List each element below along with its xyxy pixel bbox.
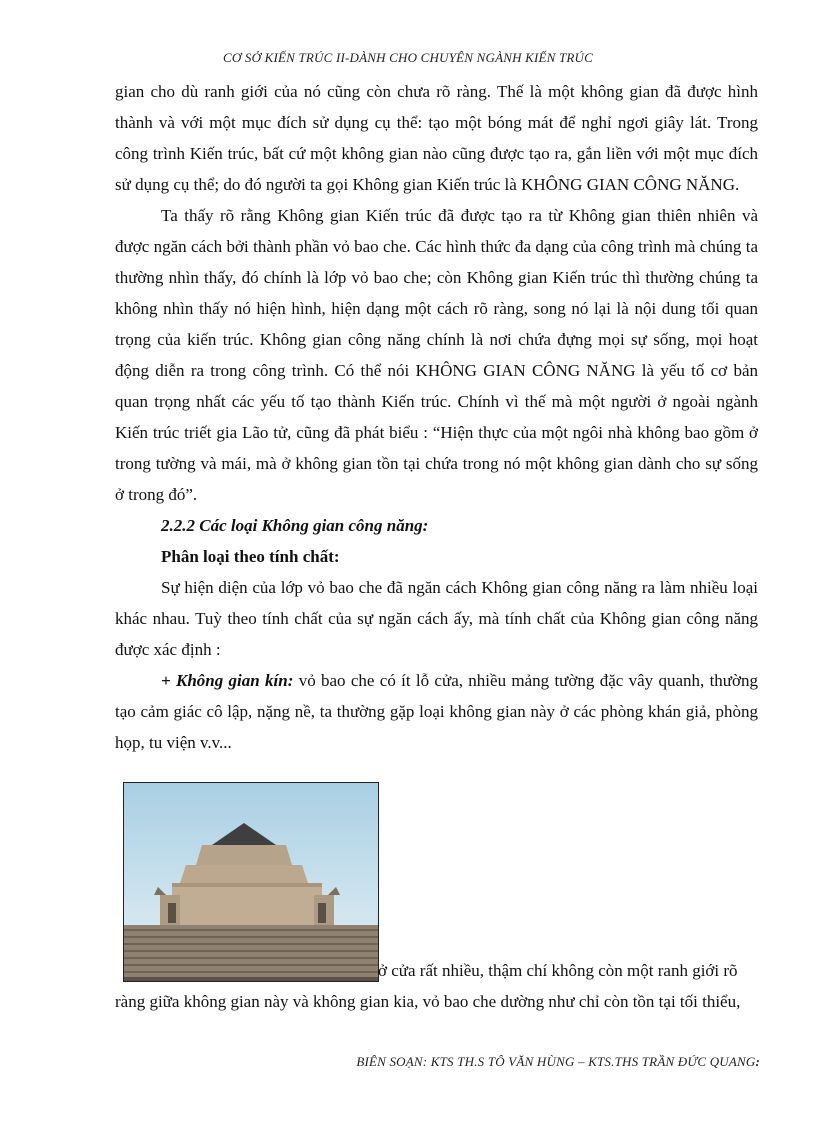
paragraph-closed-space xyxy=(115,665,758,758)
main-block xyxy=(172,883,322,925)
document-body xyxy=(115,76,758,758)
upper-tier xyxy=(196,845,292,865)
footer-trailing-mark: : xyxy=(755,1054,760,1069)
monument-photo xyxy=(123,782,379,982)
text-after-photo xyxy=(115,955,758,1017)
left-door xyxy=(168,903,176,923)
after-photo-line-2: ràng giữa không gian này và không gian kia, vỏ bao che dường như chỉ còn tồn tại tối thiểu, xyxy=(115,992,741,1011)
paragraph-3: Sự hiện diện của lớp vỏ bao che đã ngăn cách Không gian công năng ra làm nhiều loại khác nhau. Tuỳ theo tính chất của sự ngăn cách ấy, mà tính chất của Không gian công năng được xác định : xyxy=(115,578,758,659)
section-heading: 2.2.2 Các loại Không gian công năng: xyxy=(161,516,429,535)
closed-space-lead: + Không gian kín: xyxy=(161,671,294,690)
paragraph-2: Ta thấy rõ rằng Không gian Kiến trúc đã được tạo ra từ Không gian thiên nhiên và được ngăn cách bởi thành phần vỏ bao che. Các hình thức đa dạng của công trình mà chúng ta thường nhìn thấy, đó chính là lớp vỏ bao che; còn Không gian Kiến trúc thì thường chúng ta không nhìn thấy nó hiện hình, hiện dạng một cách rõ ràng, song nó lại là nội dung tối quan trọng của kiến trúc. Không gian công năng chính là nơi chứa đựng mọi sự sống, mọi hoạt động diễn ra trong công trình. Có thể nói KHÔNG GIAN CÔNG NĂNG là yếu tố cơ bản quan trọng nhất các yếu tố tạo thành Kiến trúc. Chính vì thế mà một người ở ngoài ngành Kiến trúc triết gia Lão tử, cũng đã phát biểu : “Hiện thực của một ngôi nhà không bao gồm ở trong tường và mái, mà ở không gian tồn tại chứa trong nó một không gian dành cho sự sống ở trong đó”. xyxy=(115,206,758,504)
running-header xyxy=(0,50,816,66)
running-title: CƠ SỞ KIẾN TRÚC II-DÀNH CHO CHUYÊN NGÀNH KIẾN TRÚC xyxy=(222,50,594,65)
running-footer xyxy=(356,1054,760,1070)
closed-space-text: vỏ bao che có ít lỗ cửa, nhiều mảng tường đặc vây quanh, thường tạo cảm giác cô lập, nặng nề, ta thường gặp loại không gian này ở các phòng khán giả, phòng họp, tu viện v.v... xyxy=(115,671,758,752)
right-door xyxy=(318,903,326,923)
monument-illustration xyxy=(124,783,378,981)
subsection-heading: Phân loại theo tính chất: xyxy=(161,547,340,566)
footer-authors: BIÊN SOẠN: KTS TH.S TÔ VĂN HÙNG – KTS.THS TRẦN ĐỨC QUANG xyxy=(356,1054,756,1069)
after-photo-line-1: ở cửa rất nhiều, thậm chí không còn một ranh giới rõ xyxy=(378,961,738,980)
paragraph-1: gian cho dù ranh giới của nó cũng còn chưa rõ ràng. Thế là một không gian đã được hình thành và với một mục đích sử dụng cụ thể: tạo một bóng mát để nghỉ ngơi giây lát. Trong công trình Kiến trúc, bất cứ một không gian nào cũng được tạo ra, gắn liền với một mục đích sử dụng cụ thể; do đó người ta gọi Không gian Kiến trúc là KHÔNG GIAN CÔNG NĂNG. xyxy=(115,82,758,194)
middle-tier xyxy=(180,865,308,883)
